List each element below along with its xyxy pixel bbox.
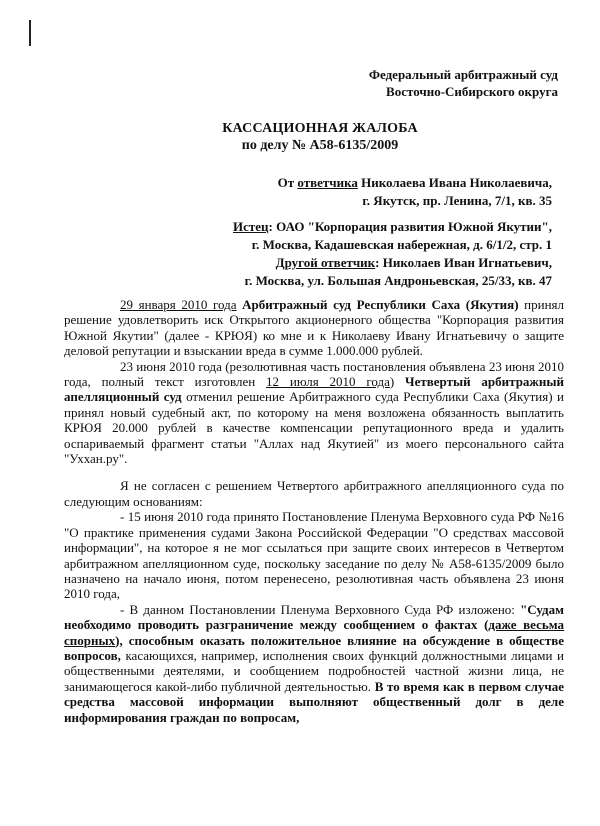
other-name: : Николаев Иван Игнатьевич,: [375, 255, 552, 270]
plaintiff-role: Истец: [233, 219, 269, 234]
court-line-1: Федеральный арбитражный суд: [368, 67, 558, 82]
paragraph-4: - 15 июня 2010 года принято Постановление Пленума Верховного суда РФ №16 "О практике применения судами Закона Российской Федерации "О средствах массовой информации", на которое я не мог ссылаться при защите своих интересов в Четвертом арбитражном апелляционном суде, поскольку заседание по делу № А58-6135/2009 было назначено на начало июня, потом перенесено, резолютивная часть объявлена 23 июня 2010 года,: [64, 509, 564, 602]
para5-bold-underline: даже весьма спорных: [64, 617, 565, 648]
document-body: [64, 297, 564, 725]
parties-block: [233, 174, 552, 290]
para2-text-2: ): [389, 374, 406, 390]
para1-court: Арбитражный суд Республики Саха (Якутия): [236, 297, 519, 312]
other-address: г. Москва, ул. Большая Андроньевская, 25/33, кв. 47: [244, 273, 552, 288]
paragraph-2: [64, 359, 564, 467]
para5-bold-3: В то время как в первом случае средства массовой информации выполняют общественный долг в деле информирования граждан по вопросам,: [64, 678, 564, 725]
para2-date: 12 июля 2010 года: [266, 374, 390, 390]
para5-intro: - В данном Постановлении Пленума Верховного Суда РФ изложено:: [120, 601, 515, 617]
plaintiff-line: [233, 218, 552, 236]
plaintiff-address: г. Москва, Кадашевская набережная, д. 6/1/2, стр. 1: [251, 237, 552, 252]
para1-date: 29 января 2010 года: [120, 297, 237, 312]
court-line-2: Восточно-Сибирского округа: [386, 84, 558, 99]
document-title: [0, 120, 600, 154]
from-name: Николаева Ивана Николаевича,: [357, 175, 552, 190]
from-address: г. Якутск, пр. Ленина, 7/1, кв. 35: [362, 193, 552, 208]
plaintiff-name: : ОАО "Корпорация развития Южной Якутии",: [268, 219, 552, 234]
para5-text: касающихся, например, исполнения своих функций должностными лицами и общественными деятелями, и сообщением подробностей частной жизни лица, не занимающегося какой-либо публичной деятельностью.: [64, 647, 564, 694]
margin-mark: [29, 20, 31, 46]
paragraph-3: Я не согласен с решением Четвертого арбитражного апелляционного суда по следующим основаниям:: [64, 478, 564, 509]
title-case-number: по делу № А58-6135/2009: [241, 138, 399, 153]
para2-text-3: отменил решение Арбитражного суда Республики Саха (Якутия) и принял новый судебный акт, по которому на меня возложена обязанность выплатить КРЮЯ 20.000 рублей в качестве компенсации репутационного вреда и удалить оспариваемый фрагмент статьи "Аллах над Якутией" из моего персонального сайта "Уххан.ру".: [64, 389, 564, 467]
para1-text: принял решение удовлетворить иск Открытого акционерного общества "Корпорация развития Южной Якутии" (далее - КРЮЯ) ко мне и к Николаеву Ивану Игнатьевичу о защите деловой репутации и взыскании вреда в сумме 1.000.000 рублей.: [64, 297, 564, 359]
para5-bold-2: ), способным оказать положительное влияние на обсуждение в обществе вопросов,: [64, 632, 564, 663]
other-role: Другой ответчик: [275, 255, 376, 270]
title-line-1: КАССАЦИОННАЯ ЖАЛОБА: [222, 121, 418, 136]
para5-bold-1: "Судам необходимо проводить разграничение между сообщением о фактах (: [64, 601, 564, 633]
court-addressee: [369, 66, 558, 100]
from-prefix: От: [277, 175, 298, 190]
paragraph-1: [64, 297, 564, 359]
para2-court: Четвертый арбитражный апелляционный суд: [64, 374, 564, 405]
from-line: [233, 174, 552, 192]
from-role: ответчика: [297, 175, 358, 190]
paragraph-5: [64, 602, 564, 725]
para2-text-1: 23 июня 2010 года (резолютивная часть постановления объявлена 23 июня 2010 года, полный текст изготовлен: [64, 358, 564, 390]
other-line: [233, 254, 552, 272]
